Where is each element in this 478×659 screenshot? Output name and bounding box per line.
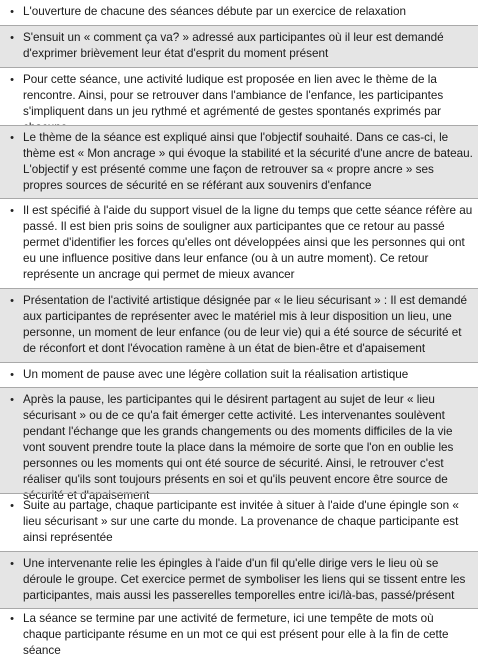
bullet-icon: • [10, 74, 14, 86]
bullet-icon: • [10, 32, 14, 44]
bullet-icon: • [10, 6, 14, 18]
bullet-icon: • [10, 500, 14, 512]
list-item [0, 551, 478, 608]
list-item-text: L'ouverture de chacune des séances débute par un exercice de relaxation [23, 5, 406, 18]
bullet-icon: • [10, 613, 14, 625]
bullet-icon: • [10, 132, 14, 144]
list-item [0, 288, 478, 362]
list-item-text: Un moment de pause avec une légère collation suit la réalisation artistique [23, 368, 409, 381]
list-item-text: Une intervenante relie les épingles à l'aide d'un fil qu'elle dirige vers le lieu où se déroule le groupe. Cet exercice permet de symboliser les liens qui se tissent entre les participantes, mais aussi les passerelles temporelles entre ici/là-bas, passé/présent [23, 557, 466, 602]
list-item [0, 387, 478, 502]
list-item [0, 25, 478, 67]
list-item [0, 493, 478, 551]
bullet-icon: • [10, 205, 14, 217]
list-item [0, 67, 478, 125]
list-item-text: Après la pause, les participantes qui le désirent partagent au sujet de leur « lieu sécurisant » ou de ce qu'a fait émerger cette activité. Les intervenantes soulèvent pendant l'échange que les grands changements ou des moments difficiles de la vie vont souvent prendre toute la place dans la mémoire de sorte que l'on en oublie les personnes ou les moments qui ont été source de sécurité. Ainsi, le retrouver c'est réaliser qu'ils sont toujours présents en soi et qu'ils peuvent encore être source de sécurité et d'apaisement [23, 393, 454, 502]
list-item-text: Il est spécifié à l'aide du support visuel de la ligne du temps que cette séance réfère au passé. Il est bien pris soins de souligner aux participantes que ce retour au passé permet d'identifier les forces qu'elles ont développées ainsi que les personnes qui ont eu une influence positive dans leur enfance (ou à un autre moment). Ce retour représente un ancrage qui permet de mieux avancer [23, 204, 473, 281]
list-item [0, 0, 478, 25]
list-item-text: Présentation de l'activité artistique désignée par « le lieu sécurisant » : Il est demandé aux participantes de représenter avec le matériel mis à leur disposition un lieu, une personne, un moment de leur enfance (ou de leur vie) qui a été source de sécurité et de réconfort et dont l'évocation ramène à un état de bien-être et d'apaisement [23, 294, 468, 355]
list-item [0, 608, 478, 657]
list-item [0, 198, 478, 288]
list-item [0, 125, 478, 198]
list-item-text: La séance se termine par une activité de fermeture, ici une tempête de mots où chaque participante résume en un mot ce qui est présent pour elle à la fin de cette séance [23, 612, 449, 657]
bullet-icon: • [10, 394, 14, 406]
list-item-text: Pour cette séance, une activité ludique est proposée en lien avec le thème de la rencontre. Ainsi, pour se retrouver dans l'ambiance de l'enfance, les participantes s'impliquent dans un jeu rythmé et agrémenté de gestes spontanés exprimés par [23, 73, 444, 118]
bullet-icon: • [10, 558, 14, 570]
list-item-text: S'ensuit un « comment ça va? » adressé aux participantes où il leur est demandé d'exprimer brièvement leur état d'esprit du moment présent [23, 31, 444, 60]
bullet-icon: • [10, 369, 14, 381]
bullet-icon: • [10, 295, 14, 307]
list-item [0, 362, 478, 387]
list-item-text: Suite au partage, chaque participante est invitée à situer à l'aide d'une épingle son « lieu sécurisant » sur une carte du monde. La provenance de chaque participante est ainsi représentée [23, 499, 459, 544]
list-item-text: Le thème de la séance est expliqué ainsi que l'objectif souhaité. Dans ce cas-ci, le thème est « Mon ancrage » qui évoque la stabilité et la sécurité d'une ancre de bateau. L'objectif y est présenté comme une façon de retrouver sa « propre ancre » ses propres sources de sécurité en se référant aux souvenirs d'enfance [23, 131, 473, 192]
